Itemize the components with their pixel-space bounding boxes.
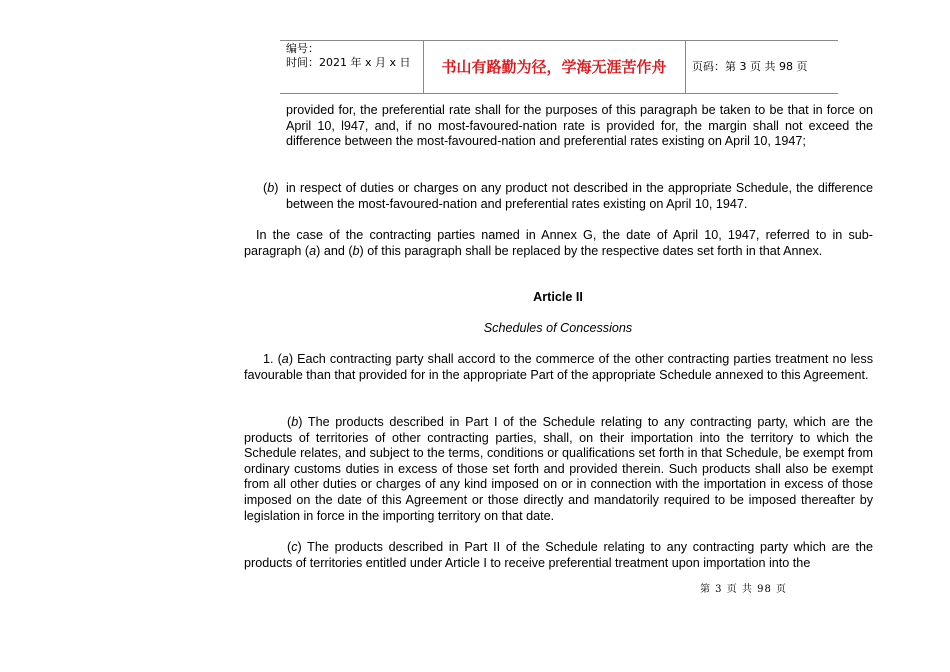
paragraph-1a: 1. (a) Each contracting party shall accord to the commerce of the other contracting parties treatment no less favourable than that provided for in the appropriate Part of the appropriate Schedule annexed to this Agreement. — [244, 352, 873, 382]
header-code-label: 编号： — [286, 42, 319, 55]
header-page-label: 页码：第 3 页 共 98 页 — [692, 60, 808, 73]
annex-paragraph: In the case of the contracting parties named in Annex G, the date of April 10, 1947, referred to in sub-paragraph (a) and (b) of this paragraph shall be replaced by the respective dates set forth in that Annex. — [244, 228, 873, 258]
footer-page-number: 第 3 页 共 98 页 — [700, 584, 787, 595]
continued-paragraph: provided for, the preferential rate shall for the purposes of this paragraph be taken to be that in force on April 10, l947, and, if no most-favoured-nation rate is provided for, the margin shall not exceed the difference between the most-favoured-nation and preferential rates existing on April 10, 1947; — [286, 103, 873, 149]
article-subtitle: Schedules of Concessions — [483, 321, 633, 335]
paragraph-1c: (c) The products described in Part II of the Schedule relating to any contracting party which are the products of territories entitled under Article I to receive preferential treatment upon importation into the — [244, 540, 873, 570]
item-b-label: (b) — [263, 181, 279, 195]
header-time-label: 时间：2021 年 x 月 x 日 — [286, 56, 411, 69]
header-rule-bottom — [280, 93, 838, 94]
header-motto: 书山有路勤为径，学海无涯苦作舟 — [441, 58, 667, 76]
paragraph-1b: (b) The products described in Part I of the Schedule relating to any contracting party, which are the products of territories of other contracting parties, shall, on their importation into the territory to which the Schedule relates, and subject to the terms, conditions or qualifications set forth in that Schedule, be exempt from ordinary customs duties in excess of those set forth and provided therein. Such products shall also be exempt from all other duties or charges of any kind imposed on or in connection with the importation in excess of those imposed on the date of this Agreement or those directly and mandatorily required to be imposed thereafter by legislation in force in the importing territory on that date. — [244, 415, 873, 523]
header-meta — [286, 42, 411, 70]
item-b-text: in respect of duties or charges on any product not described in the appropriate Schedule, the difference between the most-favoured-nation and preferential rates existing on April 10, 1947. — [286, 181, 873, 211]
article-title: Article II — [533, 290, 583, 304]
header-divider-right — [685, 40, 686, 93]
